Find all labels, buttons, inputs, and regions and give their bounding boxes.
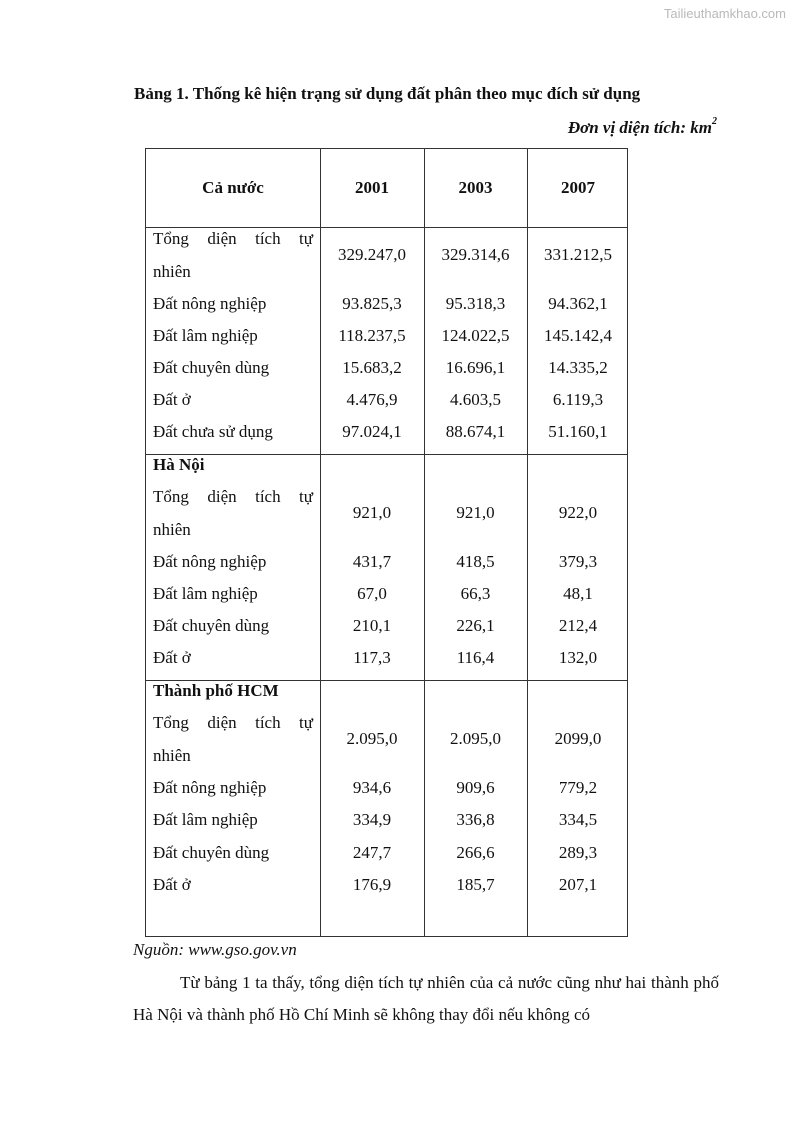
table-cell: 379,3 [558, 552, 598, 571]
table-cell: 336,8 [456, 810, 495, 829]
table-cell: 185,7 [456, 875, 495, 894]
table-cell: 145.142,4 [544, 326, 612, 345]
table-cell: 132,0 [558, 648, 598, 667]
table-cell: 289,3 [558, 843, 598, 862]
table-cell: 14.335,2 [548, 358, 608, 377]
table-caption: Bảng 1. Thống kê hiện trạng sử dụng đất phân theo mục đích sử dụng [134, 84, 641, 103]
table-cell: 116,4 [456, 648, 495, 667]
source-note: Nguồn: www.gso.gov.vn [133, 940, 297, 959]
table-cell: 88.674,1 [445, 422, 506, 441]
section-title-ha-noi: Hà Nội [153, 455, 205, 474]
table-cell: 124.022,5 [441, 326, 510, 345]
header-year-2003: 2003 [458, 178, 493, 197]
table-cell: 334,9 [352, 810, 392, 829]
header-region-label: Cả nước [202, 178, 264, 197]
table-cell: 207,1 [558, 875, 598, 894]
table-cell: 94.362,1 [548, 294, 608, 313]
table-cell: 266,6 [456, 843, 495, 862]
row-label: Đất nông nghiệp [153, 778, 267, 797]
table-cell: 779,2 [558, 778, 598, 797]
table-cell: 909,6 [456, 778, 495, 797]
table-cell: 226,1 [456, 616, 495, 635]
row-label: Tổng diện tích tự [153, 229, 313, 248]
row-label: Đất chuyên dùng [153, 843, 270, 862]
row-label: Đất nông nghiệp [153, 294, 267, 313]
unit-text: Đơn vị diện tích: km [567, 118, 712, 137]
table-cell: 329.247,0 [338, 245, 406, 264]
section-divider [146, 454, 627, 455]
table-cell: 934,6 [352, 778, 392, 797]
row-label: Đất chuyên dùng [153, 616, 270, 635]
table-cell: 176,9 [352, 875, 392, 894]
table-cell: 431,7 [352, 552, 392, 571]
table-cell: 4.603,5 [450, 390, 501, 409]
table-cell: 212,4 [558, 616, 598, 635]
table-cell: 6.119,3 [552, 390, 604, 409]
section-title-hcm: Thành phố HCM [153, 681, 279, 700]
row-label: nhiên [153, 262, 191, 281]
watermark-text: Tailieuthamkhao.com [663, 6, 786, 21]
row-label: Đất ở [153, 648, 191, 667]
table-cell: 97.024,1 [342, 422, 402, 441]
row-label: Tổng diện tích tự [153, 713, 313, 732]
row-label: Tổng diện tích tự [153, 487, 313, 506]
table-cell: 4.476,9 [346, 390, 398, 409]
row-label: Đất nông nghiệp [153, 552, 267, 571]
table-cell: 95.318,3 [445, 294, 506, 313]
table-cell: 117,3 [353, 648, 391, 667]
unit-superscript: 2 [712, 116, 717, 128]
table-cell: 331.212,5 [544, 245, 612, 264]
table-cell: 66,3 [460, 584, 491, 603]
body-paragraph: Từ bảng 1 ta thấy, tổng diện tích tự nhiên của cả nước cũng như hai thành phố Hà Nội và thành phố Hồ Chí Minh sẽ không thay đổi nếu không có [133, 973, 719, 1024]
unit-label [568, 118, 717, 138]
row-label: Đất chuyên dùng [153, 358, 270, 377]
row-label: Đất lâm nghiệp [153, 810, 258, 829]
table-cell: 921,0 [456, 503, 495, 522]
header-year-2007: 2007 [561, 178, 595, 197]
row-label: nhiên [153, 746, 191, 765]
row-label: Đất lâm nghiệp [153, 326, 258, 345]
table-cell: 922,0 [558, 503, 598, 522]
table-cell: 329.314,6 [441, 245, 510, 264]
table-cell: 67,0 [357, 584, 387, 603]
table-cell: 210,1 [352, 616, 392, 635]
header-divider [146, 227, 627, 228]
table-cell: 247,7 [352, 843, 392, 862]
table-cell: 2.095,0 [346, 729, 398, 748]
row-label: Đất lâm nghiệp [153, 584, 258, 603]
table-cell: 418,5 [456, 552, 495, 571]
table-cell: 51.160,1 [548, 422, 608, 441]
table-cell: 2.095,0 [450, 729, 501, 748]
table-cell: 93.825,3 [342, 294, 402, 313]
row-label: Đất chưa sử dụng [153, 422, 273, 441]
table-cell: 15.683,2 [342, 358, 402, 377]
row-label: Đất ở [153, 875, 191, 894]
land-use-table [145, 148, 628, 937]
table-cell: 48,1 [563, 584, 593, 603]
table-cell: 118.237,5 [338, 326, 406, 345]
table-cell: 921,0 [352, 503, 392, 522]
row-label: Đất ở [153, 390, 191, 409]
table-cell: 334,5 [558, 810, 598, 829]
table-cell: 2099,0 [554, 729, 602, 748]
table-cell: 16.696,1 [445, 358, 506, 377]
header-year-2001: 2001 [355, 178, 389, 197]
row-label: nhiên [153, 520, 191, 539]
